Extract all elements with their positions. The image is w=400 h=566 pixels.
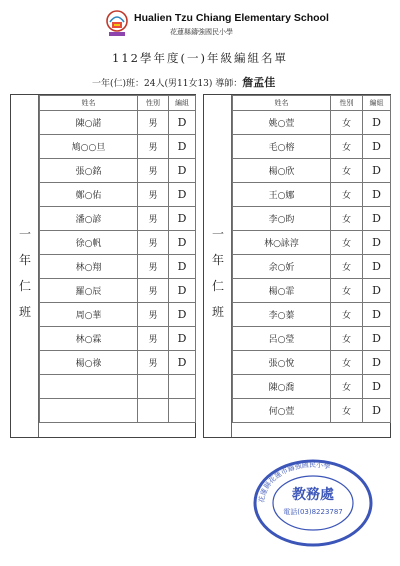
student-gender-cell: 女 [331, 159, 363, 183]
student-name-cell: 林○詠淳 [233, 231, 331, 255]
student-gender-cell: 男 [138, 351, 169, 375]
student-name-cell: 林○霖 [40, 327, 138, 351]
student-name-cell: 羅○辰 [40, 279, 138, 303]
student-gender-cell: 女 [331, 303, 363, 327]
student-group-cell: D [363, 303, 391, 327]
table-row [40, 303, 196, 327]
table-row [40, 279, 196, 303]
col-header-gender: 性別 [331, 96, 363, 111]
student-group-cell: D [169, 327, 196, 351]
student-name-cell: 鄭○佑 [40, 183, 138, 207]
table-row [40, 159, 196, 183]
student-name-cell: 楊○霏 [233, 279, 331, 303]
student-gender-cell: 女 [331, 111, 363, 135]
student-group-cell: D [363, 231, 391, 255]
boys-table [39, 95, 196, 423]
boys-panel [10, 94, 196, 438]
student-name-cell: 楊○祿 [40, 351, 138, 375]
col-header-gender: 性別 [138, 96, 169, 111]
student-group-cell: D [363, 375, 391, 399]
class-label-char: 班 [211, 305, 224, 319]
student-group-cell: D [169, 279, 196, 303]
table-row [40, 183, 196, 207]
class-label-char: 年 [18, 253, 31, 267]
table-row [40, 231, 196, 255]
student-gender-cell: 女 [331, 327, 363, 351]
col-header-name: 姓名 [40, 96, 138, 111]
table-row [40, 327, 196, 351]
student-gender-cell: 女 [331, 399, 363, 423]
table-row [233, 159, 391, 183]
table-row [40, 351, 196, 375]
table-row [233, 111, 391, 135]
student-gender-cell: 女 [331, 375, 363, 399]
class-info [92, 74, 275, 90]
seal-title: 教務處 [292, 487, 334, 503]
girls-table [232, 95, 391, 423]
class-label-column [11, 95, 39, 437]
student-name-cell: 鳩○○旦 [40, 135, 138, 159]
student-group-cell: D [169, 351, 196, 375]
student-gender-cell: 女 [331, 231, 363, 255]
table-header-row [233, 96, 391, 111]
table-row [233, 207, 391, 231]
student-gender-cell: 女 [331, 255, 363, 279]
student-name-cell: 余○妡 [233, 255, 331, 279]
student-name-cell: 毛○榕 [233, 135, 331, 159]
student-name-cell: 潘○諺 [40, 207, 138, 231]
seal-ring-text: 花蓮縣花蓮市鑄強國民小學 [257, 460, 331, 504]
student-name-cell: 徐○帆 [40, 231, 138, 255]
student-group-cell: D [169, 303, 196, 327]
student-gender-cell: 男 [138, 111, 169, 135]
col-header-group: 編組 [363, 96, 391, 111]
table-header-row [40, 96, 196, 111]
class-label-char: 班 [18, 305, 31, 319]
student-name-cell: 何○萱 [233, 399, 331, 423]
student-group-cell: D [363, 111, 391, 135]
student-group-cell: D [169, 231, 196, 255]
student-group-cell [169, 399, 196, 423]
student-group-cell: D [363, 279, 391, 303]
student-gender-cell: 男 [138, 303, 169, 327]
document-title: 112學年度(一)年級編組名單 [112, 51, 288, 65]
table-row [40, 375, 196, 399]
table-row [40, 207, 196, 231]
col-header-group: 編組 [169, 96, 196, 111]
girls-panel [203, 94, 391, 438]
class-label-char: 仁 [211, 279, 224, 293]
student-name-cell: 陳○喬 [233, 375, 331, 399]
class-label-char: 仁 [18, 279, 31, 293]
student-name-cell: 姚○萱 [233, 111, 331, 135]
student-name-cell: 楊○欣 [233, 159, 331, 183]
student-group-cell: D [363, 207, 391, 231]
student-name-cell: 周○華 [40, 303, 138, 327]
student-gender-cell: 女 [331, 183, 363, 207]
student-group-cell: D [169, 111, 196, 135]
school-logo-icon [104, 10, 130, 38]
student-name-cell: 張○悅 [233, 351, 331, 375]
student-gender-cell: 男 [138, 231, 169, 255]
student-group-cell: D [169, 207, 196, 231]
student-group-cell: D [363, 327, 391, 351]
table-row [40, 399, 196, 423]
student-group-cell: D [363, 399, 391, 423]
table-row [233, 255, 391, 279]
student-group-cell: D [169, 255, 196, 279]
student-name-cell: 李○蓁 [233, 303, 331, 327]
seal-phone: 電話(03)8223787 [283, 508, 343, 516]
boys-rows [40, 111, 196, 423]
student-gender-cell: 男 [138, 159, 169, 183]
table-row [40, 135, 196, 159]
student-name-cell: 張○銘 [40, 159, 138, 183]
student-group-cell: D [363, 135, 391, 159]
student-name-cell: 林○翔 [40, 255, 138, 279]
school-name-zh: 花蓮縣鑄強國民小學 [170, 28, 233, 36]
table-row [233, 303, 391, 327]
table-row [233, 399, 391, 423]
table-row [233, 351, 391, 375]
student-name-cell [40, 399, 138, 423]
class-label-char: 一 [18, 227, 31, 241]
student-group-cell [169, 375, 196, 399]
student-name-cell: 陳○諾 [40, 111, 138, 135]
school-name-en: Hualien Tzu Chiang Elementary School [134, 12, 329, 24]
class-label-column [204, 95, 232, 437]
student-group-cell: D [169, 183, 196, 207]
student-group-cell: D [169, 159, 196, 183]
class-info-prefix: 一年(仁)班：24人(男11女13) 導師： [92, 79, 243, 89]
student-gender-cell: 男 [138, 327, 169, 351]
student-name-cell: 李○昀 [233, 207, 331, 231]
table-row [233, 231, 391, 255]
student-gender-cell [138, 375, 169, 399]
class-label [11, 221, 39, 325]
student-gender-cell: 男 [138, 207, 169, 231]
table-row [40, 255, 196, 279]
table-row [233, 279, 391, 303]
student-name-cell: 呂○瑩 [233, 327, 331, 351]
student-gender-cell: 男 [138, 279, 169, 303]
teacher-name: 詹孟佳 [242, 76, 276, 89]
student-group-cell: D [363, 351, 391, 375]
school-header [0, 8, 400, 42]
official-seal-icon [252, 459, 374, 547]
table-row [40, 111, 196, 135]
class-label [204, 221, 232, 325]
student-gender-cell [138, 399, 169, 423]
student-gender-cell: 女 [331, 207, 363, 231]
student-name-cell [40, 375, 138, 399]
table-row [233, 135, 391, 159]
student-gender-cell: 男 [138, 183, 169, 207]
girls-rows [233, 111, 391, 423]
student-gender-cell: 男 [138, 135, 169, 159]
student-gender-cell: 女 [331, 351, 363, 375]
student-group-cell: D [363, 159, 391, 183]
table-row [233, 327, 391, 351]
student-gender-cell: 男 [138, 255, 169, 279]
table-row [233, 183, 391, 207]
student-gender-cell: 女 [331, 135, 363, 159]
student-group-cell: D [363, 183, 391, 207]
student-gender-cell: 女 [331, 279, 363, 303]
student-name-cell: 王○娜 [233, 183, 331, 207]
student-group-cell: D [363, 255, 391, 279]
table-row [233, 375, 391, 399]
class-label-char: 年 [211, 253, 224, 267]
student-group-cell: D [169, 135, 196, 159]
col-header-name: 姓名 [233, 96, 331, 111]
class-label-char: 一 [211, 227, 224, 241]
